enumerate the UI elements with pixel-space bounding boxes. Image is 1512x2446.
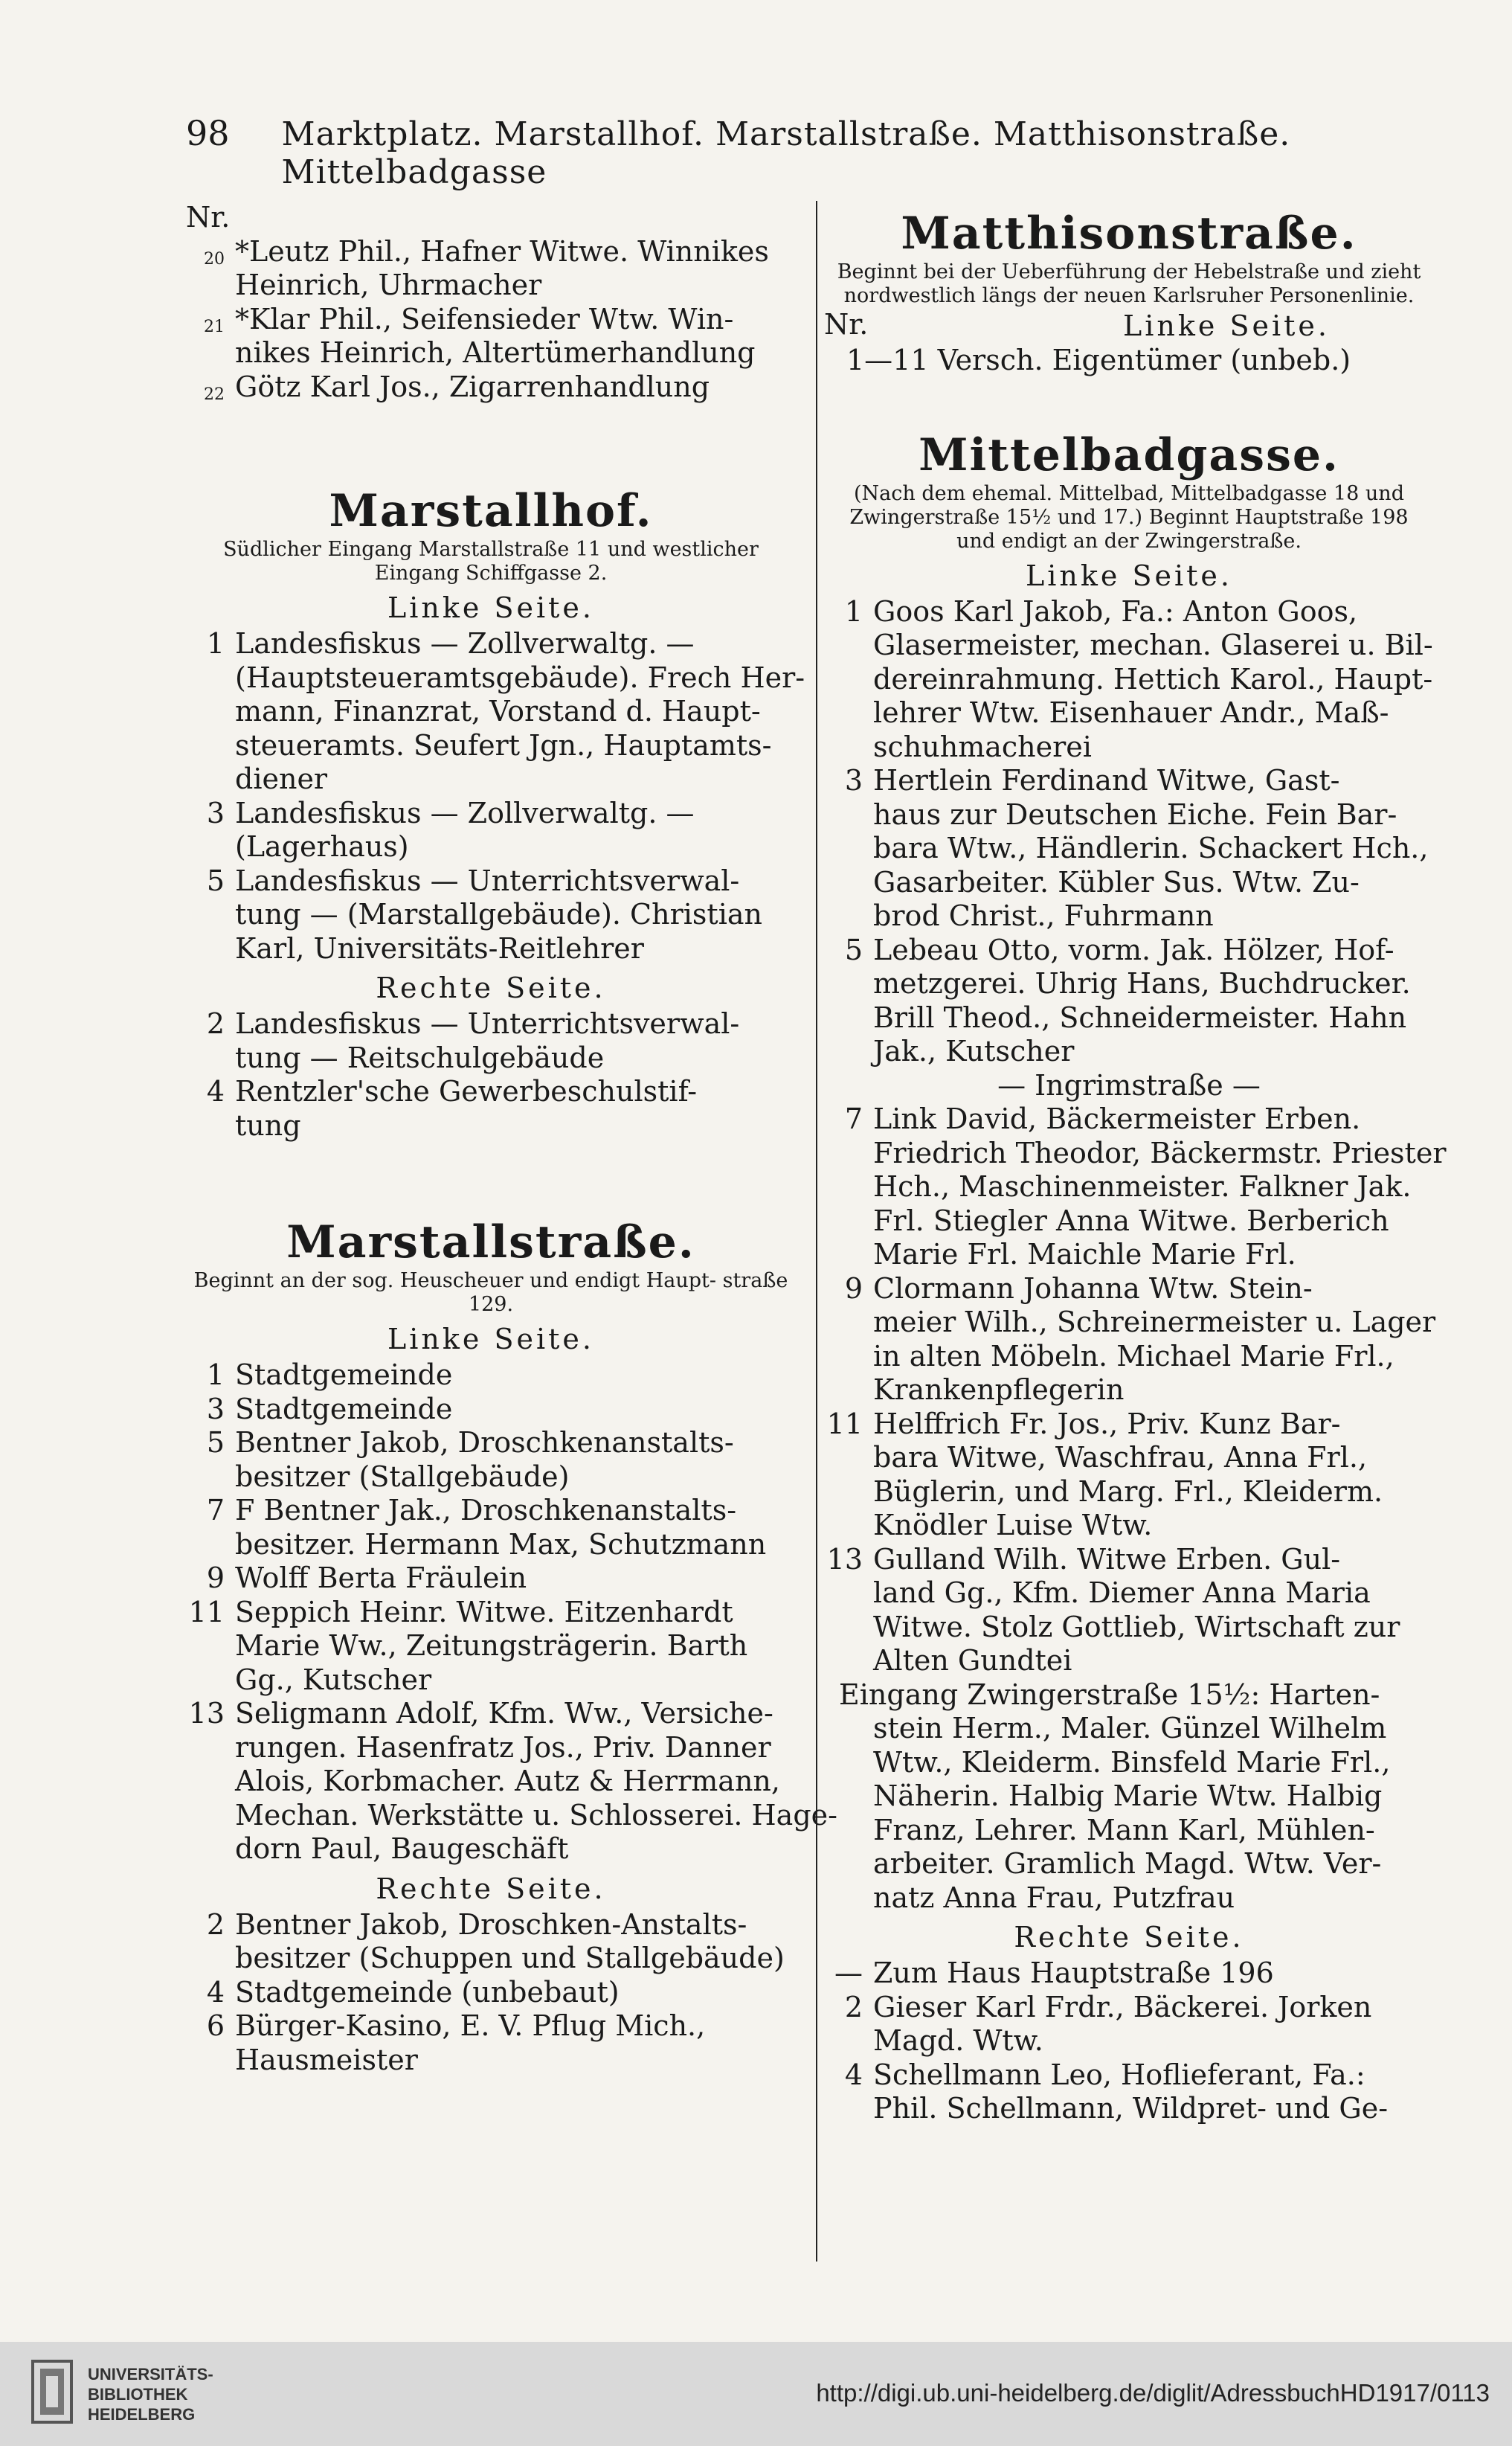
entry-line: besitzer (Stallgebäude) bbox=[235, 1460, 570, 1493]
side-label-linke: Linke Seite. bbox=[387, 591, 594, 624]
house-number: 6 bbox=[206, 2009, 225, 2042]
entry-line: in alten Möbeln. Michael Marie Frl., bbox=[873, 1339, 1394, 1373]
cross-street-label: — Ingrimstraße — bbox=[997, 1068, 1261, 1102]
section-desc-mittelbadgasse: (Nach dem ehemal. Mittelbad, Mittelbadgasse 18 und Zwingerstraße 15½ und 17.) Beginnt Hauptstraße 198 und endigt an der Zwingerstraße. bbox=[849, 481, 1409, 553]
entry-text bbox=[235, 1393, 796, 1427]
house-number: — bbox=[834, 1957, 863, 1989]
directory-entry bbox=[824, 1543, 1434, 1678]
marstallstrasse-rechts-list bbox=[186, 1908, 796, 2078]
directory-entry bbox=[186, 797, 796, 864]
entry-line: Hch., Maschinenmeister. Falkner Jak. bbox=[873, 1170, 1412, 1203]
directory-entry bbox=[824, 2058, 1434, 2126]
side-label-linke: Linke Seite. bbox=[387, 1323, 594, 1355]
matthison-entry: 1—11 Versch. Eigentümer (unbeb.) bbox=[846, 344, 1351, 376]
entry-line: Seligmann Adolf, Kfm. Ww., Versiche- bbox=[235, 1697, 773, 1730]
directory-entry bbox=[186, 235, 796, 303]
entry-line: *Klar Phil., Seifensieder Wtw. Win- bbox=[235, 302, 734, 336]
house-number: 5 bbox=[206, 864, 225, 897]
marktplatz-entries bbox=[186, 235, 796, 412]
entry-text bbox=[235, 1596, 796, 1698]
entry-text bbox=[873, 595, 1434, 765]
side-label-rechte: Rechte Seite. bbox=[376, 1872, 606, 1905]
marstallhof-links-list bbox=[186, 627, 805, 966]
entry-line: steueramts. Seufert Jgn., Hauptamts- bbox=[235, 728, 772, 762]
house-number: 9 bbox=[206, 1561, 225, 1594]
entry-line: Marie Ww., Zeitungsträgerin. Barth bbox=[235, 1629, 748, 1662]
entry-line: Bürger-Kasino, E. V. Pflug Mich., bbox=[235, 2009, 706, 2042]
eingang-line: Näherin. Halbig Marie Wtw. Halbig bbox=[873, 1779, 1383, 1812]
directory-entry bbox=[186, 370, 796, 412]
entry-line: Seppich Heinr. Witwe. Eitzenhardt bbox=[235, 1595, 733, 1628]
entry-line: metzgerei. Uhrig Hans, Buchdrucker. bbox=[873, 967, 1411, 1000]
directory-entry bbox=[186, 1908, 796, 1976]
entry-line: tung — (Marstallgebäude). Christian bbox=[235, 898, 762, 931]
column-divider bbox=[816, 201, 817, 2262]
entry-line: nikes Heinrich, Altertümerhandlung bbox=[235, 336, 756, 369]
entry-line: lehrer Wtw. Eisenhauer Andr., Maß- bbox=[873, 696, 1389, 729]
house-number: 4 bbox=[844, 2058, 863, 2091]
entry-line: meier Wilh., Schreinermeister u. Lager bbox=[873, 1306, 1436, 1338]
directory-entry bbox=[186, 1393, 796, 1427]
entry-line: Gasarbeiter. Kübler Sus. Wtw. Zu- bbox=[873, 865, 1360, 899]
mittelbadgasse-links-list bbox=[824, 595, 1434, 1069]
side-label-rechte: Rechte Seite. bbox=[376, 972, 606, 1004]
house-number: 22 bbox=[204, 385, 225, 404]
house-number: 4 bbox=[206, 1075, 225, 1108]
page-number: 98 bbox=[186, 113, 230, 153]
directory-entry bbox=[186, 303, 796, 370]
entry-text bbox=[235, 1426, 796, 1494]
entry-line: Witwe. Stolz Gottlieb, Wirtschaft zur bbox=[873, 1610, 1400, 1643]
logo-line: BIBLIOTHEK bbox=[88, 2385, 188, 2404]
entry-line: Gieser Karl Frdr., Bäckerei. Jorken bbox=[873, 1990, 1372, 2023]
house-number: 7 bbox=[844, 1102, 863, 1135]
house-number: 1 bbox=[206, 627, 225, 660]
entry-line: dereinrahmung. Hettich Karol., Haupt- bbox=[873, 662, 1433, 696]
house-number: 1 bbox=[206, 1358, 225, 1391]
source-url-link[interactable]: http://digi.ub.uni-heidelberg.de/diglit/AdressbuchHD1917/0113 bbox=[816, 2379, 1490, 2407]
entry-line: Stadtgemeinde (unbebaut) bbox=[235, 1975, 620, 2009]
entry-text bbox=[235, 1908, 796, 1976]
entry-line: Helffrich Fr. Jos., Priv. Kunz Bar- bbox=[873, 1407, 1341, 1440]
section-desc-marstallstrasse: Beginnt an der sog. Heuscheuer und endigt Haupt- straße 129. bbox=[193, 1269, 788, 1316]
entry-line: Marie Frl. Maichle Marie Frl. bbox=[873, 1238, 1296, 1271]
entry-line: (Hauptsteueramtsgebäude). Frech Her- bbox=[235, 661, 805, 694]
entry-line: schuhmacherei bbox=[873, 730, 1092, 763]
house-number: 21 bbox=[204, 317, 225, 336]
directory-entry bbox=[824, 764, 1434, 934]
entry-line: Clormann Johanna Wtw. Stein- bbox=[873, 1271, 1313, 1305]
entry-line: Zum Haus Hauptstraße 196 bbox=[873, 1957, 1274, 1989]
entry-line: Alten Gundtei bbox=[873, 1644, 1072, 1677]
entry-text bbox=[873, 1991, 1434, 2058]
entry-line: Jak., Kutscher bbox=[873, 1035, 1075, 1068]
directory-entry bbox=[186, 1697, 837, 1866]
directory-entry bbox=[824, 934, 1434, 1069]
entry-line: Frl. Stiegler Anna Witwe. Berberich bbox=[873, 1204, 1389, 1237]
house-number: 11 bbox=[188, 1595, 225, 1628]
side-label-linke: Linke Seite. bbox=[1123, 309, 1330, 342]
directory-entry bbox=[824, 1991, 1434, 2058]
entry-text bbox=[235, 303, 796, 370]
house-number: 9 bbox=[844, 1271, 863, 1305]
entry-line: Landesfiskus — Zollverwaltg. — bbox=[235, 796, 695, 829]
entry-line: Hausmeister bbox=[235, 2043, 418, 2076]
entry-text bbox=[235, 235, 796, 303]
section-desc-matthisonstrasse: Beginnt bei der Ueberführung der Hebelstraße und zieht nordwestlich längs der neuen Karlsruher Personenlinie. bbox=[837, 260, 1421, 307]
entry-text bbox=[235, 1358, 796, 1393]
nr-label: Nr. bbox=[186, 201, 231, 234]
eingang-line: natz Anna Frau, Putzfrau bbox=[873, 1881, 1235, 1914]
entry-text bbox=[235, 370, 796, 412]
entry-line: Landesfiskus — Zollverwaltg. — bbox=[235, 627, 695, 660]
entry-line: Goos Karl Jakob, Fa.: Anton Goos, bbox=[873, 594, 1358, 628]
entry-text bbox=[873, 1957, 1434, 1991]
entry-line: Landesfiskus — Unterrichtsverwal- bbox=[235, 864, 740, 897]
entry-text bbox=[235, 1075, 796, 1143]
entry-line: Heinrich, Uhrmacher bbox=[235, 269, 542, 301]
entry-line: Stadtgemeinde bbox=[235, 1358, 453, 1391]
house-number: 5 bbox=[844, 933, 863, 966]
directory-entry bbox=[186, 864, 796, 966]
section-desc-marstallhof: Südlicher Eingang Marstallstraße 11 und westlicher Eingang Schiffgasse 2. bbox=[223, 538, 759, 585]
entry-line: Glasermeister, mechan. Glaserei u. Bil- bbox=[873, 629, 1433, 661]
entry-line: Wolff Berta Fräulein bbox=[235, 1561, 527, 1594]
entry-line: besitzer (Schuppen und Stallgebäude) bbox=[235, 1942, 785, 1974]
entry-line: land Gg., Kfm. Diemer Anna Maria bbox=[873, 1576, 1371, 1609]
entry-text bbox=[235, 1007, 796, 1075]
entry-line: Rentzler'sche Gewerbeschulstif- bbox=[235, 1075, 698, 1108]
entry-line: Mechan. Werkstätte u. Schlosserei. Hage- bbox=[235, 1798, 837, 1832]
marstallhof-rechts-list bbox=[186, 1007, 796, 1143]
eingang-line: Eingang Zwingerstraße 15½: Harten- bbox=[839, 1678, 1380, 1711]
directory-entry bbox=[824, 595, 1434, 765]
directory-entry bbox=[186, 1561, 796, 1596]
section-heading-mittelbadgasse: Mittelbadgasse. bbox=[919, 428, 1339, 481]
entry-line: Friedrich Theodor, Bäckermstr. Priester bbox=[873, 1136, 1447, 1169]
mittelbadgasse-rechts-list bbox=[824, 1957, 1434, 2126]
entry-line: Brill Theod., Schneidermeister. Hahn bbox=[873, 1001, 1407, 1034]
entry-text bbox=[235, 1494, 796, 1561]
entry-text bbox=[873, 1272, 1435, 1407]
entry-line: diener bbox=[235, 763, 328, 795]
entry-line: Hertlein Ferdinand Witwe, Gast- bbox=[873, 764, 1340, 797]
running-title: Marktplatz. Marstallhof. Marstallstraße. Matthisonstraße. Mittelbadgasse bbox=[281, 115, 1291, 191]
house-number: 13 bbox=[188, 1697, 225, 1730]
university-logo-icon bbox=[30, 2358, 74, 2425]
side-label-rechte: Rechte Seite. bbox=[1014, 1921, 1244, 1954]
entry-line: F Bentner Jak., Droschkenanstalts- bbox=[235, 1494, 737, 1527]
eingang-line: Franz, Lehrer. Mann Karl, Mühlen- bbox=[873, 1813, 1375, 1846]
directory-entry bbox=[824, 1272, 1434, 1407]
directory-entry bbox=[824, 1957, 1434, 1991]
entry-line: Bentner Jakob, Droschken-Anstalts- bbox=[235, 1907, 747, 1941]
house-number: 3 bbox=[844, 764, 863, 797]
house-number: 5 bbox=[206, 1426, 225, 1459]
directory-entry bbox=[186, 1494, 796, 1561]
entry-line: bara Wtw., Händlerin. Schackert Hch., bbox=[873, 832, 1429, 864]
entry-line: bara Witwe, Waschfrau, Anna Frl., bbox=[873, 1441, 1368, 1474]
entry-line: *Leutz Phil., Hafner Witwe. Winnikes bbox=[235, 234, 769, 268]
entry-line: Landesfiskus — Unterrichtsverwal- bbox=[235, 1007, 740, 1040]
house-number: 13 bbox=[826, 1542, 863, 1576]
left-column bbox=[186, 201, 837, 2077]
footer-bar bbox=[0, 2342, 1512, 2446]
eingang-line: arbeiter. Gramlich Magd. Wtw. Ver- bbox=[873, 1847, 1382, 1880]
entry-line: (Lagerhaus) bbox=[235, 830, 409, 863]
entry-line: Lebeau Otto, vorm. Jak. Hölzer, Hof- bbox=[873, 933, 1394, 966]
entry-text bbox=[235, 2009, 796, 2077]
entry-line: Magd. Wtw. bbox=[873, 2024, 1043, 2057]
entry-text bbox=[873, 764, 1434, 934]
house-number: 1 bbox=[844, 594, 863, 628]
directory-entry bbox=[186, 1075, 796, 1143]
entry-line: Karl, Universitäts-Reitlehrer bbox=[235, 931, 644, 965]
entry-line: besitzer. Hermann Max, Schutzmann bbox=[235, 1527, 767, 1561]
entry-text bbox=[235, 797, 796, 864]
directory-entry bbox=[186, 627, 805, 797]
house-number: 7 bbox=[206, 1494, 225, 1527]
section-heading-marstallstrasse: Marstallstraße. bbox=[286, 1216, 695, 1268]
house-number: 2 bbox=[206, 1007, 225, 1040]
eingang-block bbox=[824, 1678, 1434, 1916]
entry-line: Schellmann Leo, Hoflieferant, Fa.: bbox=[873, 2058, 1365, 2091]
house-number: 2 bbox=[844, 1990, 863, 2023]
entry-text bbox=[873, 934, 1434, 1069]
right-column bbox=[824, 201, 1447, 2126]
house-number: 11 bbox=[826, 1407, 863, 1440]
entry-line: dorn Paul, Baugeschäft bbox=[235, 1832, 569, 1865]
house-number: 4 bbox=[206, 1975, 225, 2009]
page-header bbox=[186, 113, 1346, 191]
entry-line: Knödler Luise Wtw. bbox=[873, 1509, 1153, 1541]
marstallstrasse-links-list bbox=[186, 1358, 837, 1866]
entry-text bbox=[235, 1697, 837, 1866]
entry-line: haus zur Deutschen Eiche. Fein Bar- bbox=[873, 797, 1397, 831]
section-heading-marstallhof: Marstallhof. bbox=[329, 485, 653, 537]
directory-entry bbox=[824, 1102, 1447, 1272]
entry-line: Phil. Schellmann, Wildpret- und Ge- bbox=[873, 2092, 1389, 2125]
directory-entry bbox=[186, 1007, 796, 1075]
house-number: 2 bbox=[206, 1907, 225, 1941]
entry-line: Büglerin, und Marg. Frl., Kleiderm. bbox=[873, 1474, 1383, 1508]
entry-text bbox=[235, 627, 805, 797]
house-number: 3 bbox=[206, 796, 225, 829]
house-number: 3 bbox=[206, 1392, 225, 1425]
entry-line: tung — Reitschulgebäude bbox=[235, 1041, 605, 1074]
mittelbadgasse-links2-list bbox=[824, 1102, 1447, 1678]
logo-line: HEIDELBERG bbox=[88, 2405, 196, 2424]
house-number: 20 bbox=[204, 249, 225, 269]
entry-line: tung bbox=[235, 1108, 301, 1142]
side-label-linke: Linke Seite. bbox=[1026, 559, 1232, 592]
entry-text bbox=[873, 1543, 1434, 1678]
directory-entry bbox=[186, 1596, 796, 1698]
entry-line: Link David, Bäckermeister Erben. bbox=[873, 1102, 1361, 1135]
logo-line: UNIVERSITÄTS- bbox=[88, 2365, 213, 2384]
entry-text bbox=[873, 2058, 1434, 2126]
entry-text bbox=[235, 1561, 796, 1596]
entry-text bbox=[873, 1407, 1434, 1543]
entry-line: brod Christ., Fuhrmann bbox=[873, 899, 1214, 932]
entry-line: Stadtgemeinde bbox=[235, 1392, 453, 1425]
directory-entry bbox=[186, 1358, 796, 1393]
entry-line: Gg., Kutscher bbox=[235, 1663, 432, 1696]
section-heading-matthisonstrasse: Matthisonstraße. bbox=[901, 208, 1357, 260]
entry-line: Krankenpflegerin bbox=[873, 1373, 1125, 1406]
entry-line: rungen. Hasenfratz Jos., Priv. Danner bbox=[235, 1730, 771, 1764]
entry-line: mann, Finanzrat, Vorstand d. Haupt- bbox=[235, 695, 761, 728]
entry-line: Gulland Wilh. Witwe Erben. Gul- bbox=[873, 1542, 1341, 1576]
entry-line: Götz Karl Jos., Zigarrenhandlung bbox=[235, 370, 710, 403]
directory-entry bbox=[186, 1976, 796, 2010]
entry-line: Bentner Jakob, Droschkenanstalts- bbox=[235, 1426, 734, 1459]
nr-label: Nr. bbox=[824, 308, 869, 341]
eingang-line: Wtw., Kleiderm. Binsfeld Marie Frl., bbox=[873, 1745, 1391, 1779]
eingang-line: stein Herm., Maler. Günzel Wilhelm bbox=[873, 1712, 1387, 1744]
directory-entry bbox=[824, 1407, 1434, 1543]
directory-entry bbox=[186, 1426, 796, 1494]
directory-entry bbox=[186, 2009, 796, 2077]
entry-text bbox=[235, 864, 796, 966]
entry-text bbox=[235, 1976, 796, 2010]
entry-text bbox=[873, 1102, 1446, 1272]
entry-line: Alois, Korbmacher. Autz & Herrmann, bbox=[235, 1765, 780, 1797]
library-logo-text bbox=[88, 2364, 213, 2424]
